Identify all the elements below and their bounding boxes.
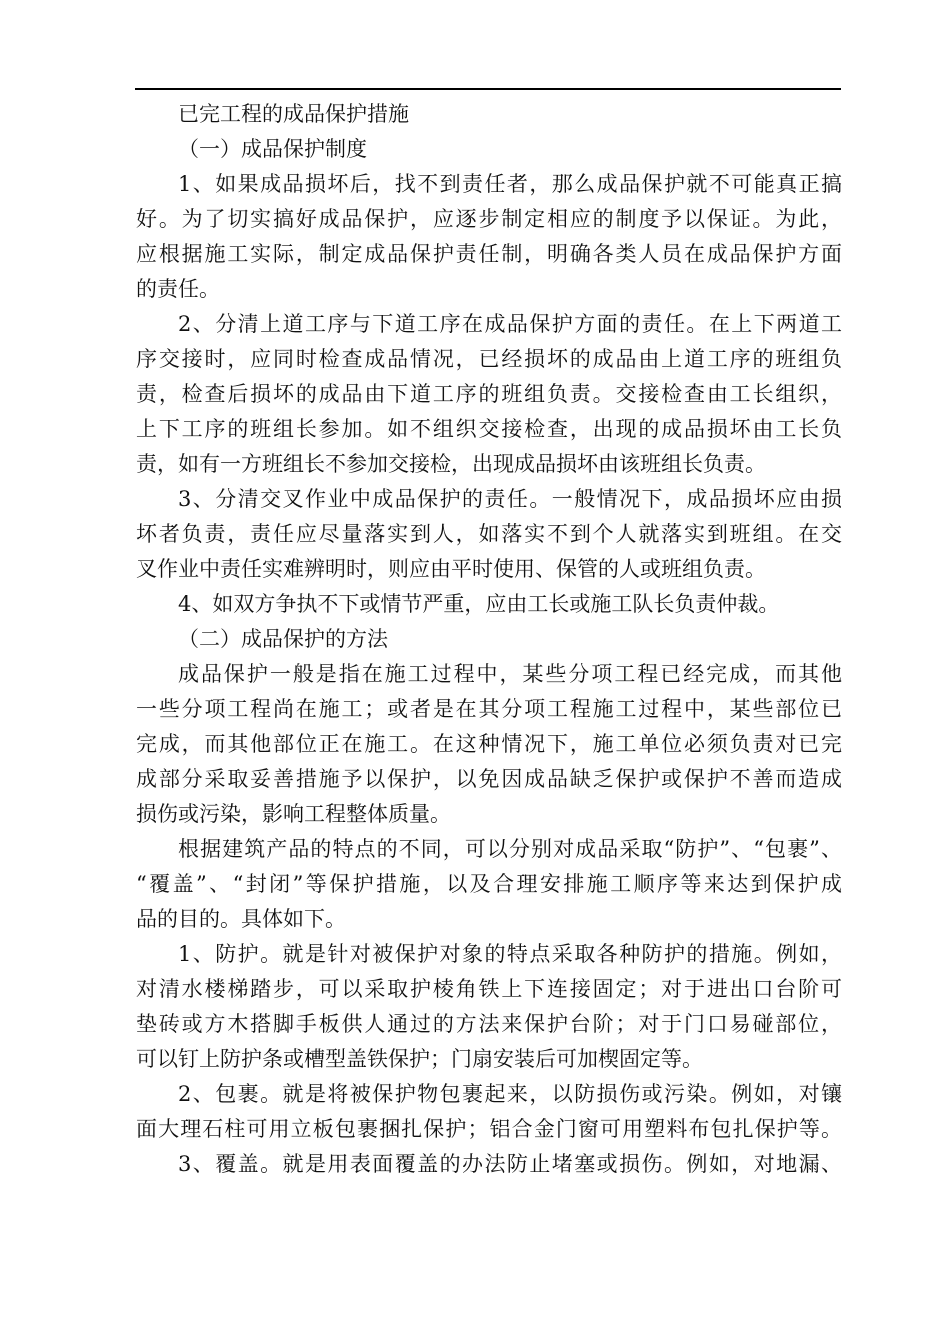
paragraph-line: 3、覆盖。就是用表面覆盖的办法防止堵塞或损伤。例如，对地漏、	[178, 1152, 842, 1176]
paragraph-line: 责，如有一方班组长不参加交接检，出现成品损坏由该班组长负责。	[136, 452, 766, 476]
paragraph-line: 1、防护。就是针对被保护对象的特点采取各种防护的措施。例如，	[178, 942, 842, 966]
paragraph-line: 3、分清交叉作业中成品保护的责任。一般情况下，成品损坏应由损	[178, 487, 842, 511]
paragraph-line: 2、包裹。就是将被保护物包裹起来，以防损伤或污染。例如，对镶	[178, 1082, 842, 1106]
paragraph-line: 上下工序的班组长参加。如不组织交接检查，出现的成品损坏由工长负	[136, 417, 842, 441]
paragraph-line: 序交接时，应同时检查成品情况，已经损坏的成品由上道工序的班组负	[136, 347, 842, 371]
paragraph-line: 品的目的。具体如下。	[136, 907, 346, 931]
paragraph-line: 面大理石柱可用立板包裹捆扎保护；铝合金门窗可用塑料布包扎保护等。	[136, 1117, 842, 1141]
paragraph-line: 垫砖或方木搭脚手板供人通过的方法来保护台阶；对于门口易碰部位，	[136, 1012, 842, 1036]
paragraph-line: 根据建筑产品的特点的不同，可以分别对成品采取“防护”、“包裹”、	[178, 837, 842, 861]
subsection-heading-1: （一）成品保护制度	[178, 137, 367, 161]
paragraph-line: 2、分清上道工序与下道工序在成品保护方面的责任。在上下两道工	[178, 312, 842, 336]
subsection-heading-2: （二）成品保护的方法	[178, 627, 388, 651]
paragraph-line: 应根据施工实际，制定成品保护责任制，明确各类人员在成品保护方面	[136, 242, 842, 266]
paragraph-line: 坏者负责，责任应尽量落实到人，如落实不到个人就落实到班组。在交	[136, 522, 842, 546]
paragraph-line: 成品保护一般是指在施工过程中，某些分项工程已经完成，而其他	[178, 662, 842, 686]
paragraph-line: 对清水楼梯踏步，可以采取护棱角铁上下连接固定；对于进出口台阶可	[136, 977, 842, 1001]
paragraph-line: 可以钉上防护条或槽型盖铁保护；门扇安装后可加楔固定等。	[136, 1047, 703, 1071]
paragraph-line: 叉作业中责任实难辨明时，则应由平时使用、保管的人或班组负责。	[136, 557, 766, 581]
paragraph-line: 责，检查后损坏的成品由下道工序的班组负责。交接检查由工长组织，	[136, 382, 842, 406]
paragraph-line: “覆盖”、“封闭”等保护措施，以及合理安排施工顺序等来达到保护成	[136, 872, 842, 896]
header-rule	[135, 88, 841, 90]
document-body	[136, 97, 842, 1182]
paragraph-line: 4、如双方争执不下或情节严重，应由工长或施工队长负责仲裁。	[178, 592, 780, 616]
paragraph-line: 好。为了切实搞好成品保护，应逐步制定相应的制度予以保证。为此，	[136, 207, 842, 231]
paragraph-line: 成部分采取妥善措施予以保护，以免因成品缺乏保护或保护不善而造成	[136, 767, 842, 791]
paragraph-line: 一些分项工程尚在施工；或者是在其分项工程施工过程中，某些部位已	[136, 697, 842, 721]
paragraph-line: 的责任。	[136, 277, 220, 301]
section-title: 已完工程的成品保护措施	[178, 102, 409, 126]
paragraph-line: 损伤或污染，影响工程整体质量。	[136, 802, 451, 826]
paragraph-line: 1、如果成品损坏后，找不到责任者，那么成品保护就不可能真正搞	[178, 172, 842, 196]
paragraph-line: 完成，而其他部位正在施工。在这种情况下，施工单位必须负责对已完	[136, 732, 842, 756]
